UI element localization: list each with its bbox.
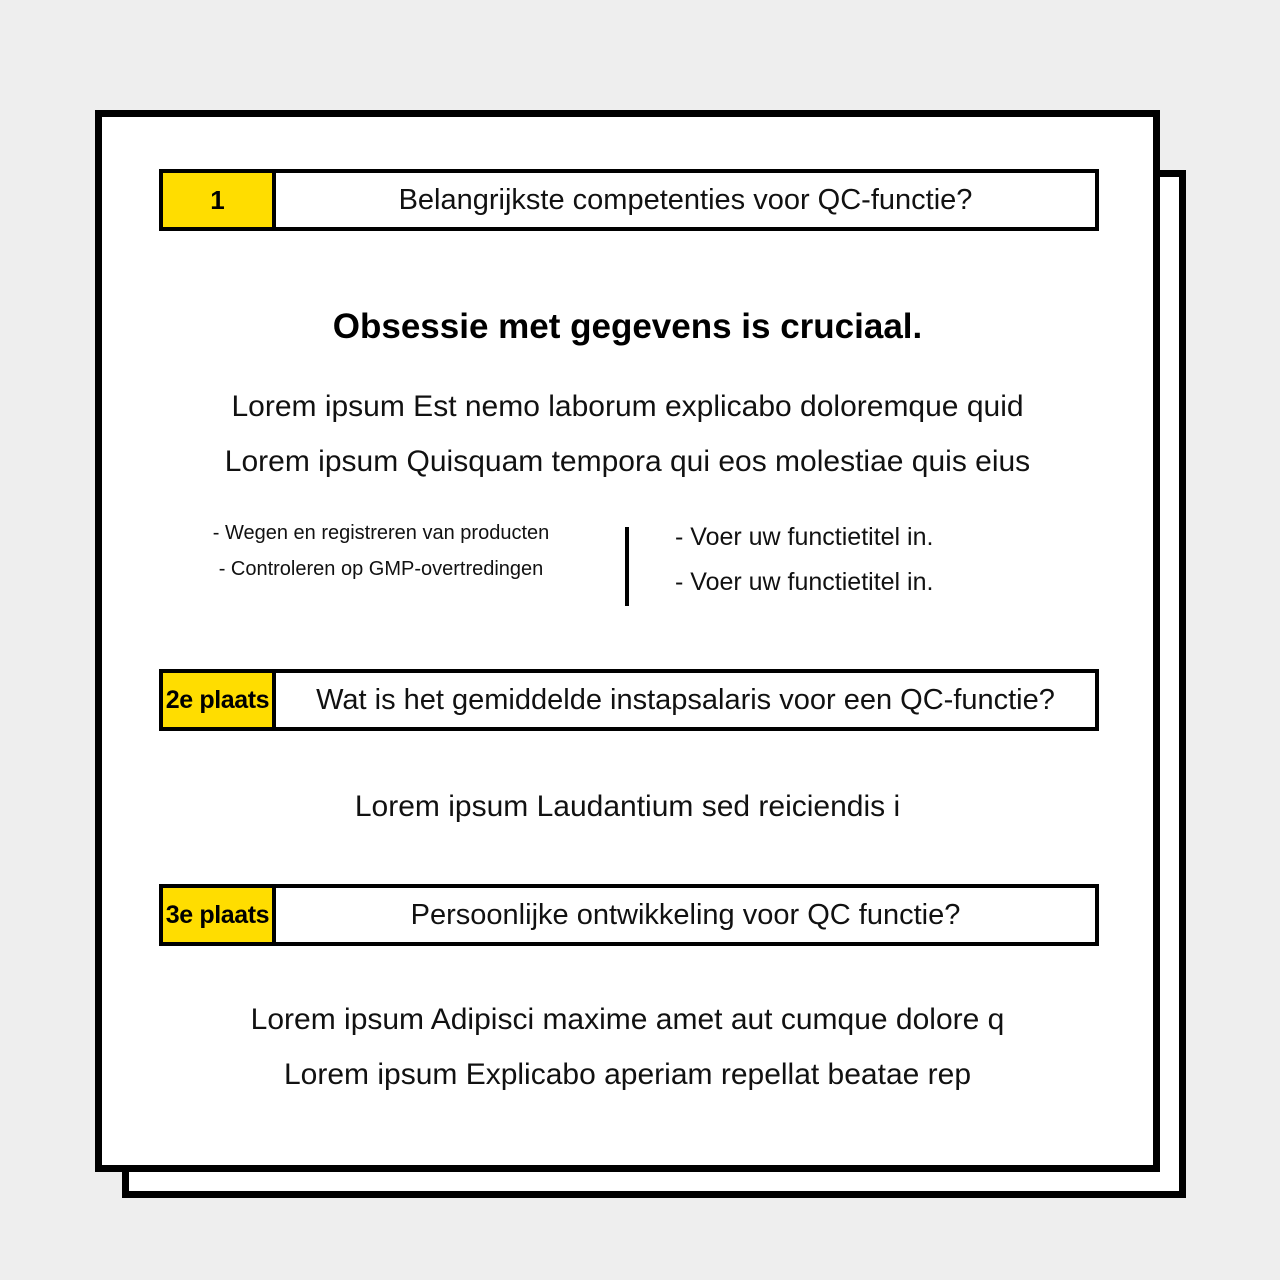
section-body-2-line-1: Lorem ipsum Laudantium sed reiciendis i bbox=[354, 790, 901, 823]
section-title-2: Wat is het gemiddelde instapsalaris voor een QC-functie? bbox=[276, 669, 1099, 731]
section-body-1-line-1: Lorem ipsum Est nemo laborum explicabo doloremque quid bbox=[231, 390, 1024, 423]
slide-card-inner bbox=[102, 117, 1153, 1165]
section-bar-1[interactable] bbox=[159, 169, 1099, 231]
bullet-column-left bbox=[159, 515, 629, 587]
section-bar-3[interactable] bbox=[159, 884, 1099, 946]
slide-card bbox=[95, 110, 1160, 1172]
bullet-right-2: - Voer uw functietitel in. bbox=[675, 567, 934, 596]
section-badge-2: 2e plaats bbox=[159, 669, 276, 731]
section-body-1-line-2: Lorem ipsum Quisquam tempora qui eos molestiae quis eius bbox=[224, 445, 1031, 478]
bullet-columns bbox=[159, 515, 1099, 604]
column-divider bbox=[625, 527, 629, 606]
section-body-3-line-1: Lorem ipsum Adipisci maxime amet aut cumque dolore q bbox=[250, 1003, 1005, 1036]
section-badge-1: 1 bbox=[159, 169, 276, 231]
section-bar-2[interactable] bbox=[159, 669, 1099, 731]
bullet-column-right bbox=[629, 515, 1099, 604]
bullet-left-1: - Wegen en registreren van producten bbox=[212, 522, 550, 544]
section-title-1: Belangrijkste competenties voor QC-functie? bbox=[276, 169, 1099, 231]
section-title-3: Persoonlijke ontwikkeling voor QC functie? bbox=[276, 884, 1099, 946]
bullet-left-2: - Controleren op GMP-overtredingen bbox=[218, 558, 544, 580]
section-body-3-line-2: Lorem ipsum Explicabo aperiam repellat beatae rep bbox=[283, 1058, 972, 1091]
section-headline-1: Obsessie met gegevens is cruciaal. bbox=[332, 307, 923, 346]
section-badge-3: 3e plaats bbox=[159, 884, 276, 946]
bullet-right-1: - Voer uw functietitel in. bbox=[675, 523, 934, 551]
